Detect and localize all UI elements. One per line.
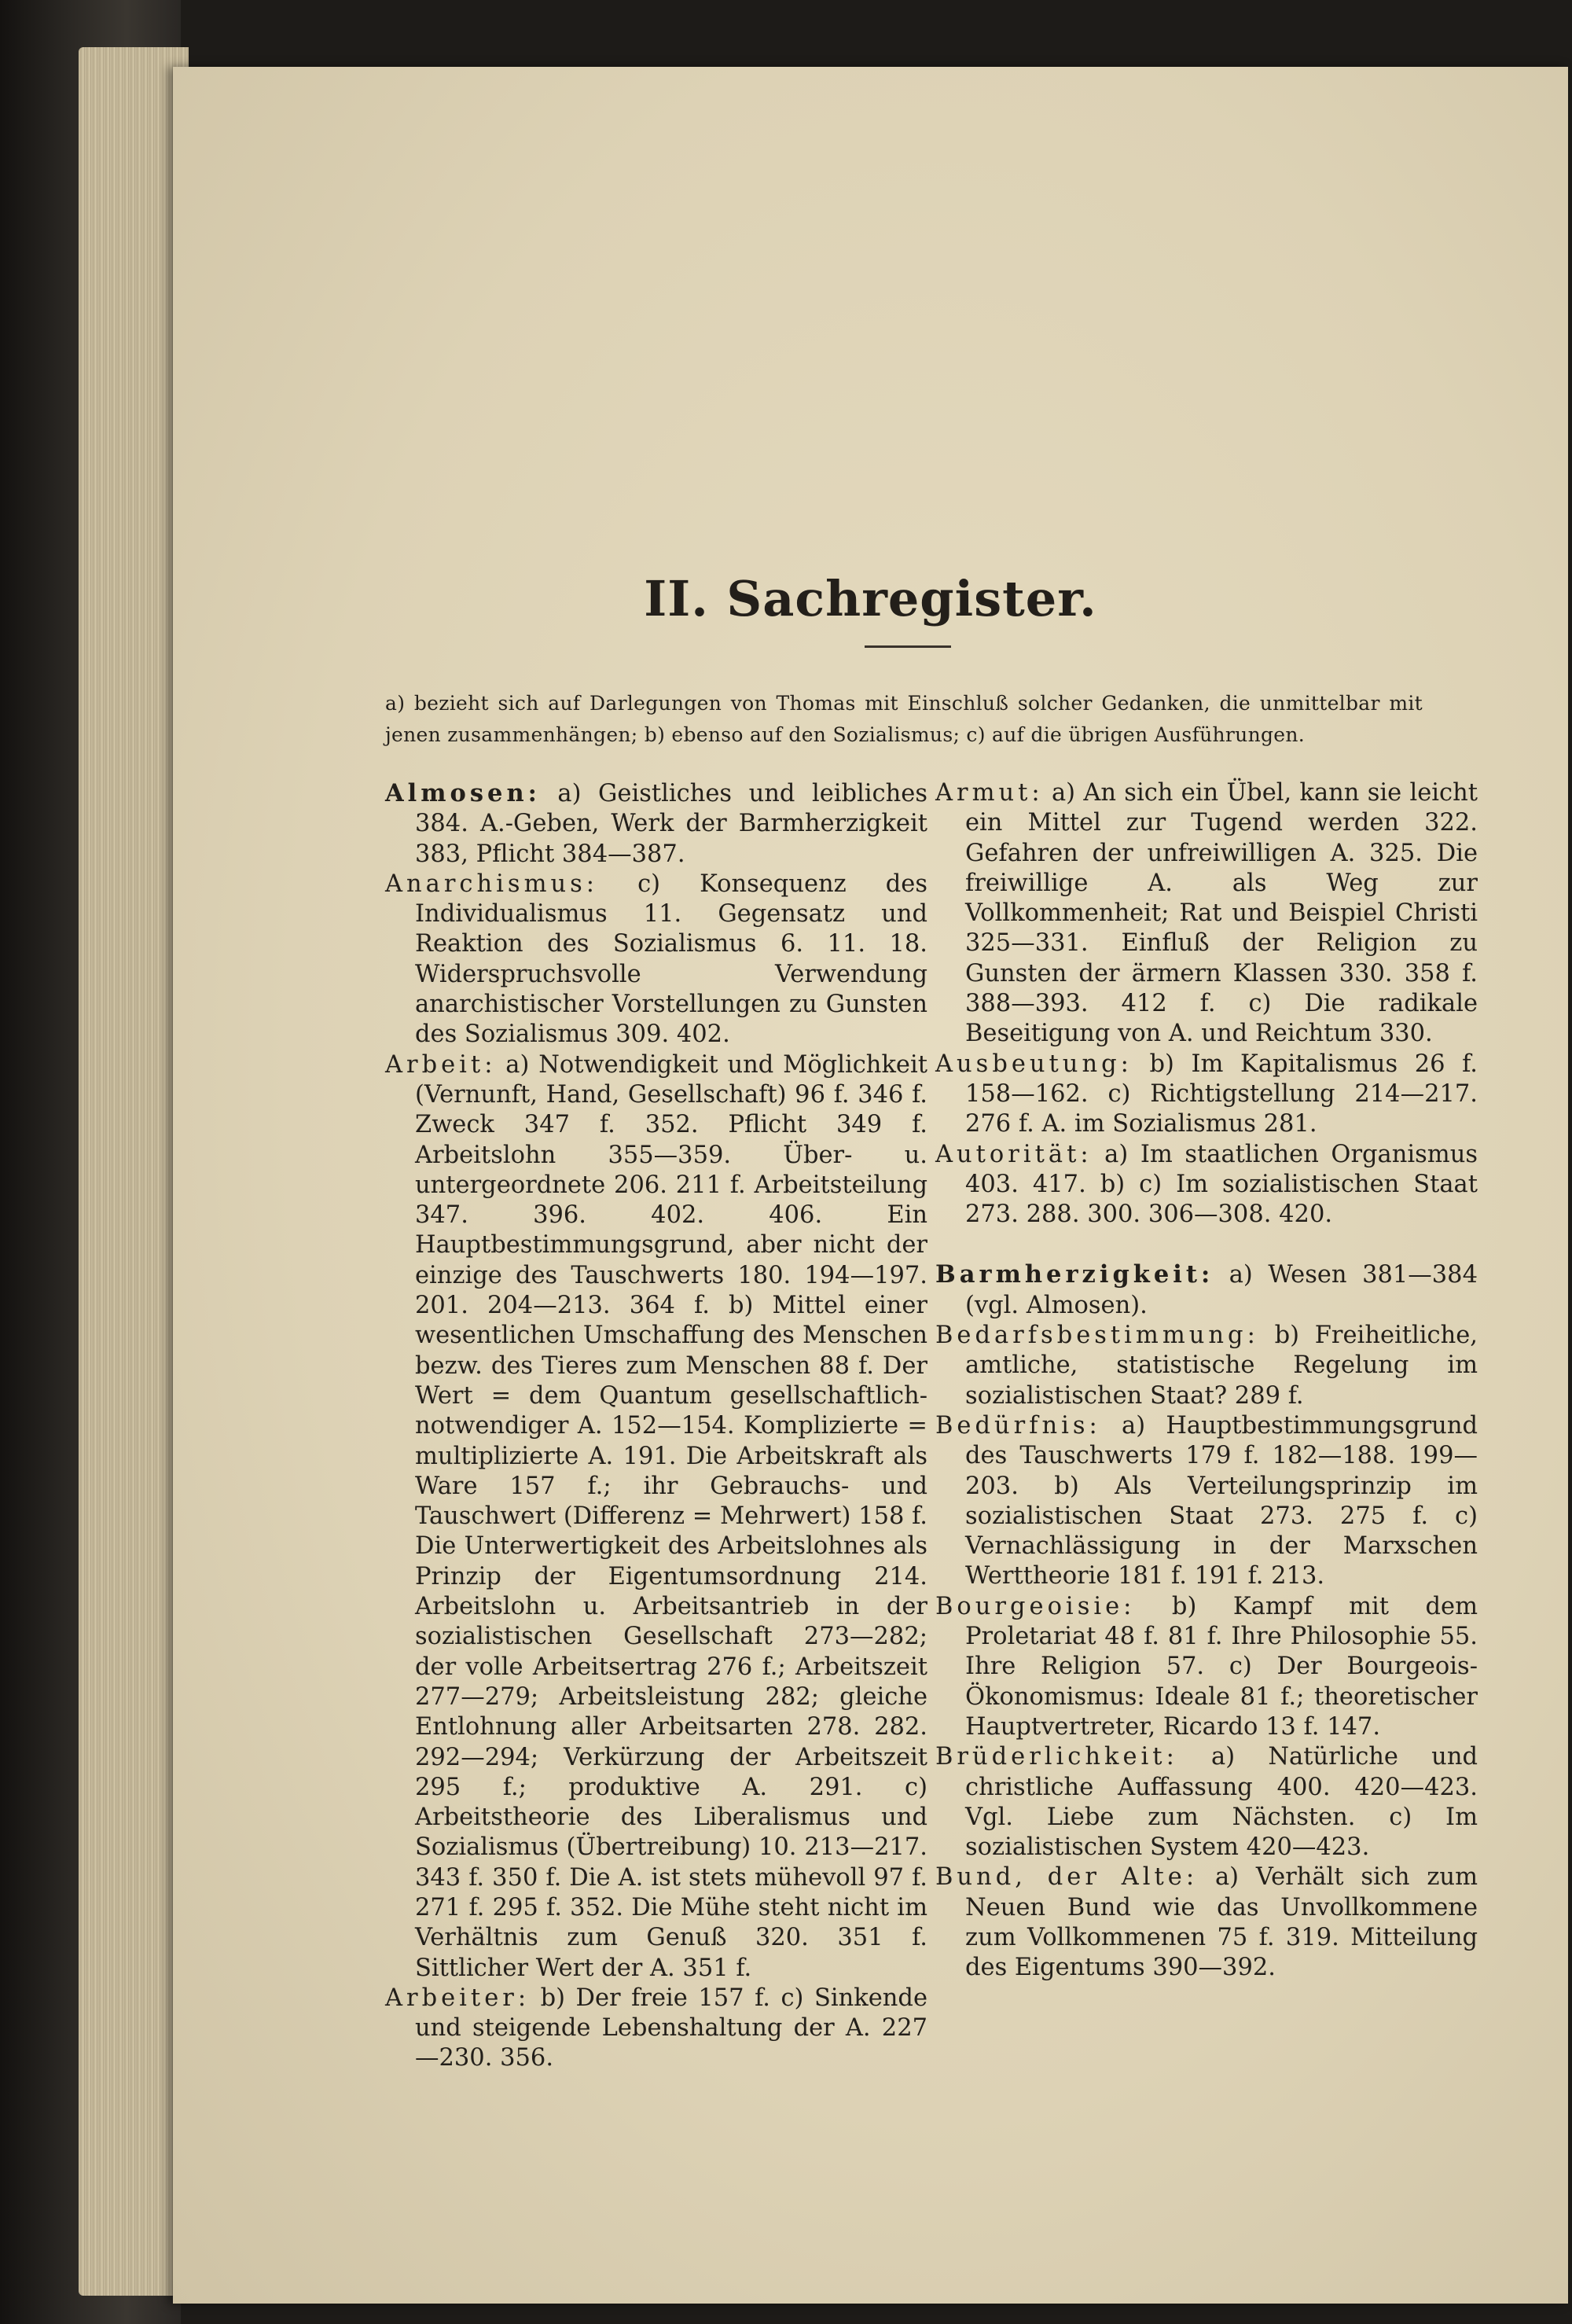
entry-text: a) An sich ein Übel, kann sie leicht ein Mittel zur Tugend werden 322. Gefahren der unfreiwilligen A. 325. Die freiwillige A. als Weg zur Vollkommenheit; Rat und Beispiel Christi 325—331. Einfluß der Religion zu Gunsten der ärmern Klassen 330. 358 f. 388—393. 412 f. c) Die radikale Beseitigung von A. und Reichtum 330. [965,779,1478,1048]
entry-headword: Bedarfsbestimmung: [935,1322,1259,1350]
index-entry [935,1259,1478,1321]
title-word: Sachregister. [726,570,1097,627]
index-entry [935,1321,1478,1411]
entry-text: b) Freiheitliche, amtliche, statistische Regelung im sozialistischen Staat? 289 f. [965,1322,1478,1410]
entry-headword: Arbeiter: [385,1984,531,2012]
entry-text: a) Geistliches und leibliches 384. A.-Geben, Werk der Barmherzigkeit 383, Pflicht 384—387. [415,780,927,868]
entry-text: a) Im staatlichen Organismus 403. 417. b) c) Im sozialistischen Staat 273. 288. 300. 306—308. 420. [965,1140,1478,1229]
index-entry [935,1140,1478,1230]
left-column [385,778,927,2074]
title-numeral: II. [644,570,709,627]
page-edges [79,47,189,2296]
entry-text: a) Notwendigkeit und Möglichkeit (Vernunft, Hand, Gesellschaft) 96 f. 346 f. Zweck 347 f. 352. Pflicht 349 f. Arbeitslohn 355—359. Über- u. untergeordnete 206. 211 f. Arbeitsteilung 347. 396. 402. 406. Ein Hauptbestimmungsgrund, aber nicht der einzige des Tauschwerts 180. 194—197. 201. 204—213. 364 f. b) Mittel einer wesentlichen Umschaffung des Menschen bezw. des Tieres zum Menschen 88 f. Der Wert = dem Quantum gesellschaftlich-notwendiger A. 152—154. Komplizierte = multiplizierte A. 191. Die Arbeitskraft als Ware 157 f.; ihr Gebrauchs- und Tauschwert (Differenz = Mehrwert) 158 f. Die Unterwertigkeit des Arbeitslohnes als Prinzip der Eigentumsordnung 214. Arbeitslohn u. Arbeitsantrieb in der sozialistischen Gesellschaft 273—282; der volle Arbeitsertrag 276 f.; Arbeitszeit 277—279; Arbeitsleistung 282; gleiche Entlohnung aller Arbeitsarten 278. 282. 292—294; Verkürzung der Arbeitszeit 295 f.; produktive A. 291. c) Arbeitstheorie des Liberalismus und Sozialismus (Übertreibung) 10. 213—217. 343 f. 350 f. Die A. ist stets mühevoll 97 f. 271 f. 295 f. 352. Die Mühe steht nicht im Verhältnis zum Genuß 320. 351 f. Sittlicher Wert der A. 351 f. [415,1050,927,1982]
index-entry [385,1050,927,1984]
entry-text: b) Im Kapitalismus 26 f. 158—162. c) Richtigstellung 214—217. 276 f. A. im Sozialismus 281. [965,1050,1478,1138]
entry-headword: Bedürfnis: [935,1411,1101,1440]
entry-headword: Bourgeoisie: [935,1592,1136,1620]
index-entry [935,1863,1478,1983]
index-entry [385,870,927,1050]
entry-headword: Almosen: [385,779,541,807]
index-entry [935,1742,1478,1863]
entry-headword: Autorität: [935,1140,1093,1168]
index-entry [935,1411,1478,1592]
entry-headword: Ausbeutung: [935,1050,1133,1078]
entry-headword: Anarchismus: [385,870,599,898]
entry-headword: Brüderlichkeit: [935,1743,1178,1771]
index-entry [385,1984,927,2074]
book-page [173,67,1568,2304]
entry-headword: Barmherzigkeit: [935,1260,1214,1289]
index-entry [935,1050,1478,1140]
title-rule [865,645,951,648]
entry-text: a) Wesen 381—384 (vgl. Almosen). [965,1261,1478,1319]
entry-text: a) Verhält sich zum Neuen Bund wie das Unvollkommene zum Vollkommenen 75 f. 319. Mitteilung des Eigentums 390—392. [965,1863,1478,1982]
entry-headword: Bund, der Alte: [935,1863,1199,1892]
entry-text: a) Natürliche und christliche Auffassung 400. 420—423. Vgl. Liebe zum Nächsten. c) Im sozialistischen System 420—423. [965,1743,1478,1862]
entry-text: a) Hauptbestimmungsgrund des Tauschwerts 179 f. 182—188. 199—203. b) Als Verteilungsprinzip im sozialistischen Staat 273. 275 f. c) Vernachlässigung in der Marxschen Werttheorie 181 f. 191 f. 213. [965,1411,1478,1590]
index-entry [385,778,927,870]
entry-text: b) Der freie 157 f. c) Sinkende und steigende Lebenshaltung der A. 227—230. 356. [415,1984,927,2072]
index-entry [935,1592,1478,1742]
entry-headword: Arbeit: [385,1050,497,1079]
entry-text: c) Konsequenz des Individualismus 11. Gegensatz und Reaktion des Sozialismus 6. 11. 18. Widerspruchsvolle Verwendung anarchistischer Vorstellungen zu Gunsten des Sozialismus 309. 402. [415,870,927,1049]
intro-note: a) bezieht sich auf Darlegungen von Thomas mit Einschluß solcher Gedanken, die unmittelbar mit jenen zusammenhängen; b) ebenso auf den Sozialismus; c) auf die übrigen Ausführungen. [385,692,1423,746]
index-entry [935,778,1478,1050]
page-title [173,570,1568,627]
entry-text: b) Kampf mit dem Proletariat 48 f. 81 f. Ihre Philosophie 55. Ihre Religion 57. c) Der Bourgeois-Ökonomismus: Ideale 81 f.; theoretischer Hauptvertreter, Ricardo 13 f. 147. [965,1592,1478,1741]
entry-headword: Armut: [935,779,1044,807]
right-column [935,778,1478,1984]
